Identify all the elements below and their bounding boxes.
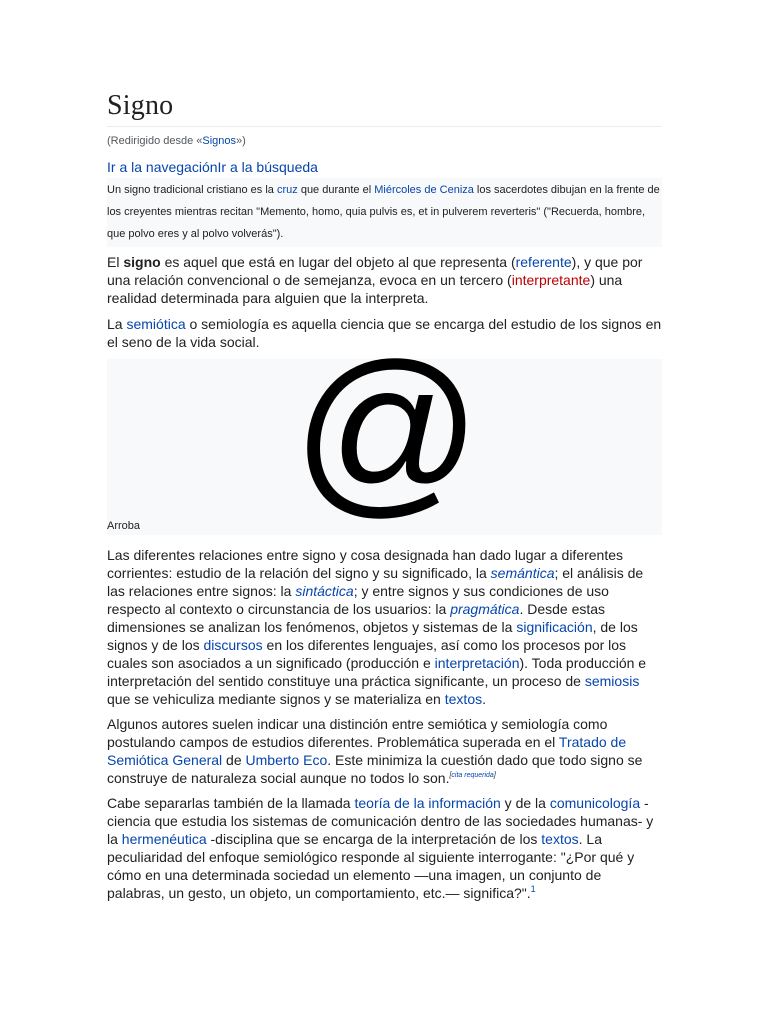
article-content — [107, 88, 662, 902]
link-textos[interactable]: textos — [444, 691, 483, 707]
link-comunicologia[interactable]: comunicología — [549, 795, 641, 811]
paragraph-distincion: Algunos autores suelen indicar una distinción entre semiótica y semiología como postulando campos de estudios diferentes. Problemática superada en el Tratado de Semiótica General de Umberto Eco. Este minimiza la cuestión dado que todo signo se construye de naturaleza social aunque no todos lo son.[cita requerida] — [107, 716, 643, 786]
page-title: Signo — [107, 88, 662, 127]
paragraph-semiotica: La semiótica o semiología es aquella ciencia que se encarga del estudio de los signos en el seno de la vida social. — [107, 316, 662, 350]
link-sintactica[interactable]: sintáctica — [295, 583, 354, 599]
hatnote: Un signo tradicional cristiano es la cruz que durante el Miércoles de Ceniza los sacerdotes dibujan en la frente de los creyentes mientras recitan "Memento, homo, quia pulvis es, et in pulverem reverteris" ("Recuerda, hombre, que polvo eres y al polvo volverás"). — [107, 178, 662, 247]
citation-needed-link[interactable]: cita requerida — [451, 772, 494, 779]
link-interpretacion[interactable]: interpretación — [434, 655, 520, 671]
redirect-notice: (Redirigido desde «Signos») — [107, 135, 246, 147]
link-discursos[interactable]: discursos — [203, 637, 263, 653]
link-significacion[interactable]: significación — [516, 619, 593, 635]
figure-caption: Arroba — [107, 520, 141, 532]
link-referente[interactable]: referente — [515, 254, 572, 270]
jump-to-navigation-link[interactable]: Ir a la navegación — [107, 159, 218, 175]
link-pragmatica[interactable]: pragmática — [450, 601, 520, 617]
link-miercoles-de-ceniza[interactable]: Miércoles de Ceniza — [374, 184, 474, 196]
link-semiotica[interactable]: semiótica — [126, 316, 186, 332]
citation-needed: [cita requerida] — [449, 772, 496, 779]
jump-to-search-link[interactable]: Ir a la búsqueda — [217, 159, 318, 175]
link-cruz[interactable]: cruz — [276, 184, 298, 196]
bold-term-signo: signo — [123, 254, 161, 270]
link-umberto-eco[interactable]: Umberto Eco — [245, 752, 328, 768]
link-interpretante[interactable]: interpretante — [511, 272, 591, 288]
link-hermeneutica[interactable]: hermenéutica — [121, 831, 207, 847]
jump-links — [107, 158, 662, 176]
arroba-symbol: @ — [292, 326, 482, 533]
arroba-image[interactable] — [292, 326, 482, 533]
paragraph-relaciones: Las diferentes relaciones entre signo y cosa designada han dado lugar a diferentes corrientes: estudio de la relación del signo y su significado, la semántica; el análisis de las relaciones entre signos: la sintáctica; y entre signos y sus condiciones de uso respecto al contexto o circunstancia de los usuarios: la pragmática. Desde estas dimensiones se analizan los fenómenos, objetos y sistemas de la significación, de los signos y de los discursos en los diferentes lenguajes, así como los procesos por los cuales son asociados a un significado (producción e interpretación). Toda producción e interpretación del sentido constituye una práctica significante, un proceso de semiosis que se vehiculiza mediante signos y se materializa en textos. — [107, 547, 647, 707]
link-semantica[interactable]: semántica — [490, 565, 555, 581]
redirect-link[interactable]: Signos — [202, 135, 237, 147]
paragraph-teoria: Cabe separarlas también de la llamada teoría de la información y de la comunicología -ciencia que estudia los sistemas de comunicación dentro de las sociedades humanas- y la hermenéutica -disciplina que se encarga de la interpretación de los textos. La peculiaridad del enfoque semiológico responde al siguiente interrogante: "¿Por qué y cómo en una determinada sociedad un elemento —una imagen, un conjunto de palabras, un gesto, un objeto, un comportamiento, etc.— significa?".$^1$ — [107, 795, 654, 901]
paragraph-intro: El signo es aquel que está en lugar del objeto al que representa (referente), y que por una relación convencional o de semejanza, evoca en un tercero (interpretante) una realidad determinada para alguien que la interpreta. — [107, 254, 643, 306]
link-teoria-informacion[interactable]: teoría de la información — [354, 795, 501, 811]
reference-link-1[interactable]: 1 — [530, 884, 536, 894]
link-semiosis[interactable]: semiosis — [584, 673, 640, 689]
link-tratado-semiotica-general[interactable]: Tratado de Semiótica General — [107, 734, 627, 768]
link-textos-2[interactable]: textos — [541, 831, 579, 847]
reference-marker — [531, 884, 536, 894]
